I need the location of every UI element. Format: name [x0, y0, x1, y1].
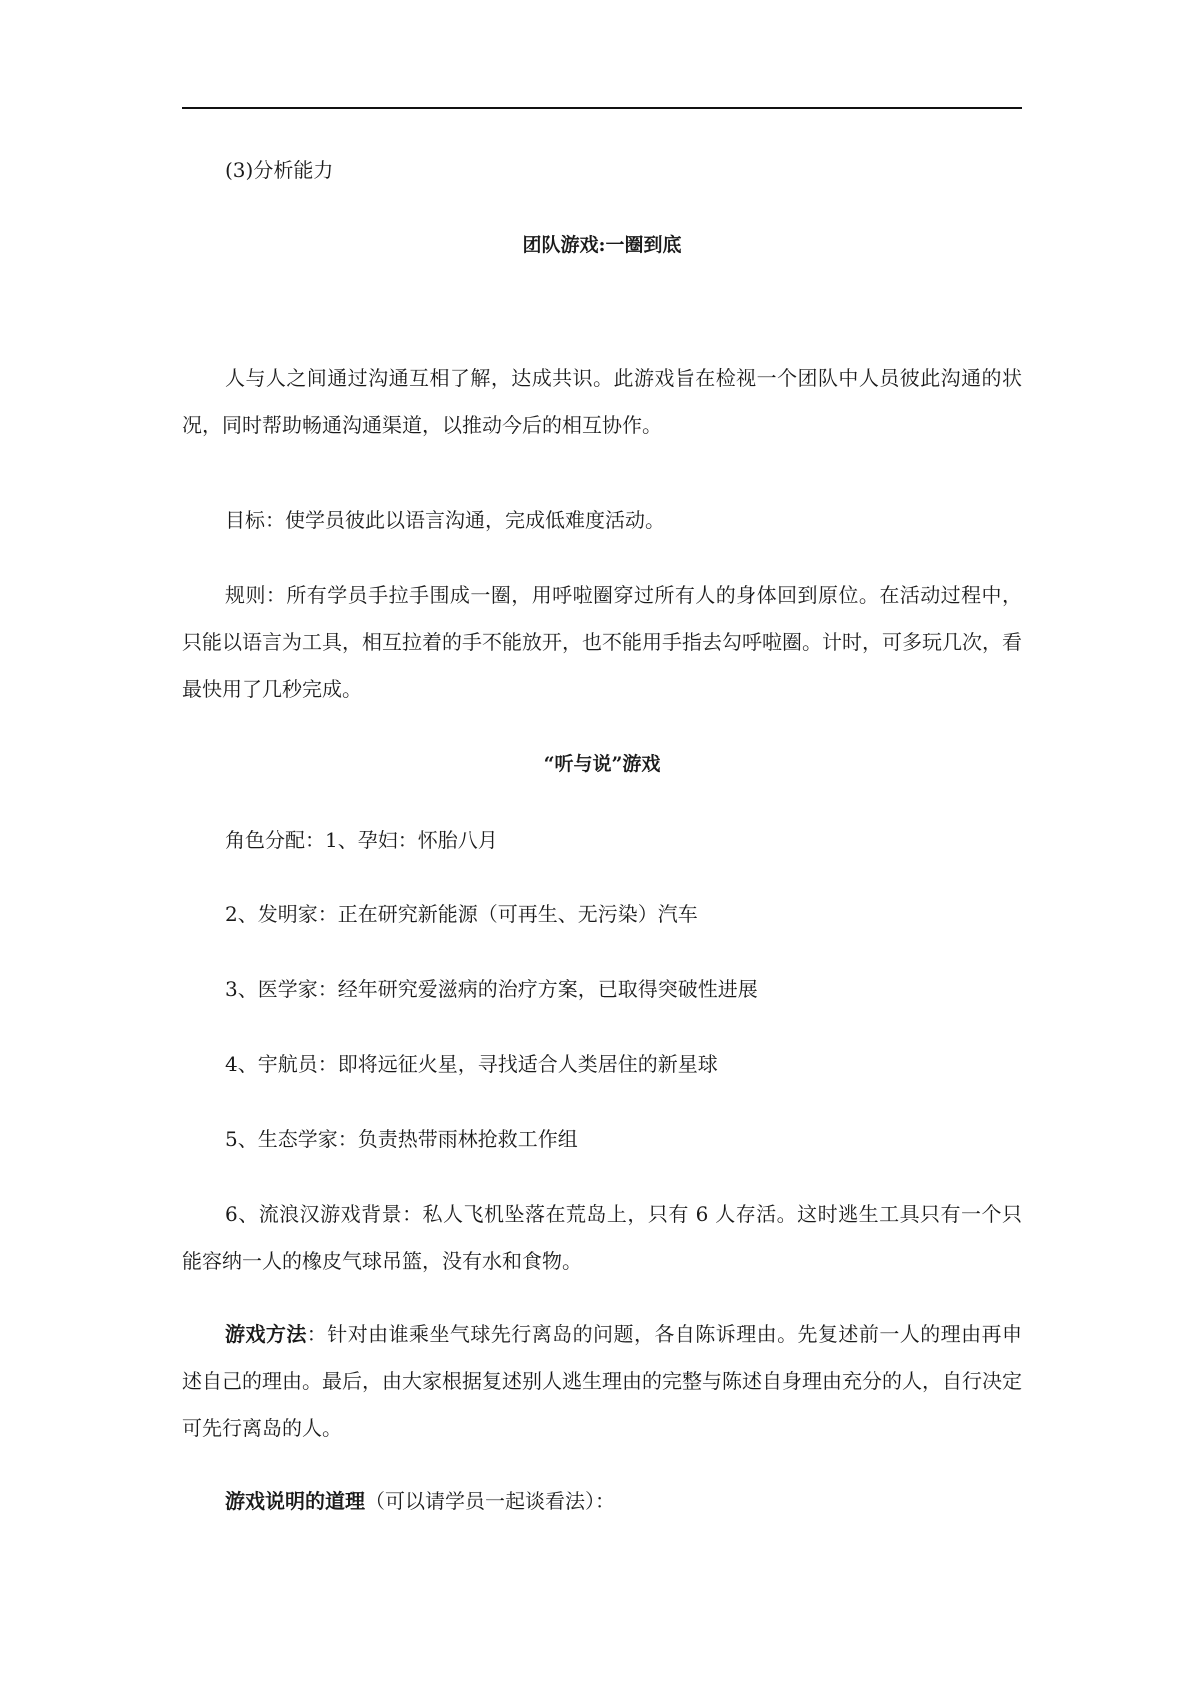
role-item-3: 3、医学家：经年研究爱滋病的治疗方案，已取得突破性进展	[225, 977, 758, 1001]
role-item-1: 角色分配：1、孕妇：怀胎八月	[225, 828, 498, 852]
game-method-paragraph	[182, 1311, 1022, 1452]
game-lesson-label: 游戏说明的道理	[225, 1489, 365, 1513]
role-item-2: 2、发明家：正在研究新能源（可再生、无污染）汽车	[225, 902, 698, 926]
game-lesson-paragraph	[182, 1478, 1022, 1525]
game2-title: “听与说”游戏	[543, 753, 661, 775]
game1-intro-paragraph: 人与人之间通过沟通互相了解，达成共识。此游戏旨在检视一个团队中人员彼此沟通的状况，同时帮助畅通沟通渠道，以推动今后的相互协作。	[182, 366, 1022, 437]
role-item-4: 4、宇航员：即将远征火星，寻找适合人类居住的新星球	[225, 1052, 718, 1076]
section-label: (3)分析能力	[225, 158, 334, 182]
game-method-label: 游戏方法	[225, 1322, 307, 1346]
role-item-5: 5、生态学家：负责热带雨林抢救工作组	[225, 1127, 578, 1151]
game1-title: 团队游戏:一圈到底	[522, 234, 682, 256]
game1-goal-paragraph: 目标：使学员彼此以语言沟通，完成低难度活动。	[225, 508, 665, 532]
game-method-text: ：针对由谁乘坐气球先行离岛的问题，各自陈诉理由。先复述前一人的理由再申述自己的理由。最后，由大家根据复述别人逃生理由的完整与陈述自身理由充分的人，自行决定可先行离岛的人。	[182, 1322, 1023, 1440]
role-6-background-paragraph: 6、流浪汉游戏背景：私人飞机坠落在荒岛上，只有 6 人存活。这时逃生工具只有一个只能容纳一人的橡皮气球吊篮，没有水和食物。	[182, 1202, 1022, 1273]
game-lesson-text: （可以请学员一起谈看法）：	[365, 1489, 615, 1513]
header-rule	[182, 107, 1022, 109]
game1-rules-paragraph: 规则：所有学员手拉手围成一圈，用呼啦圈穿过所有人的身体回到原位。在活动过程中，只能以语言为工具，相互拉着的手不能放开，也不能用手指去勾呼啦圈。计时，可多玩几次，看最快用了几秒完成。	[182, 583, 1022, 701]
